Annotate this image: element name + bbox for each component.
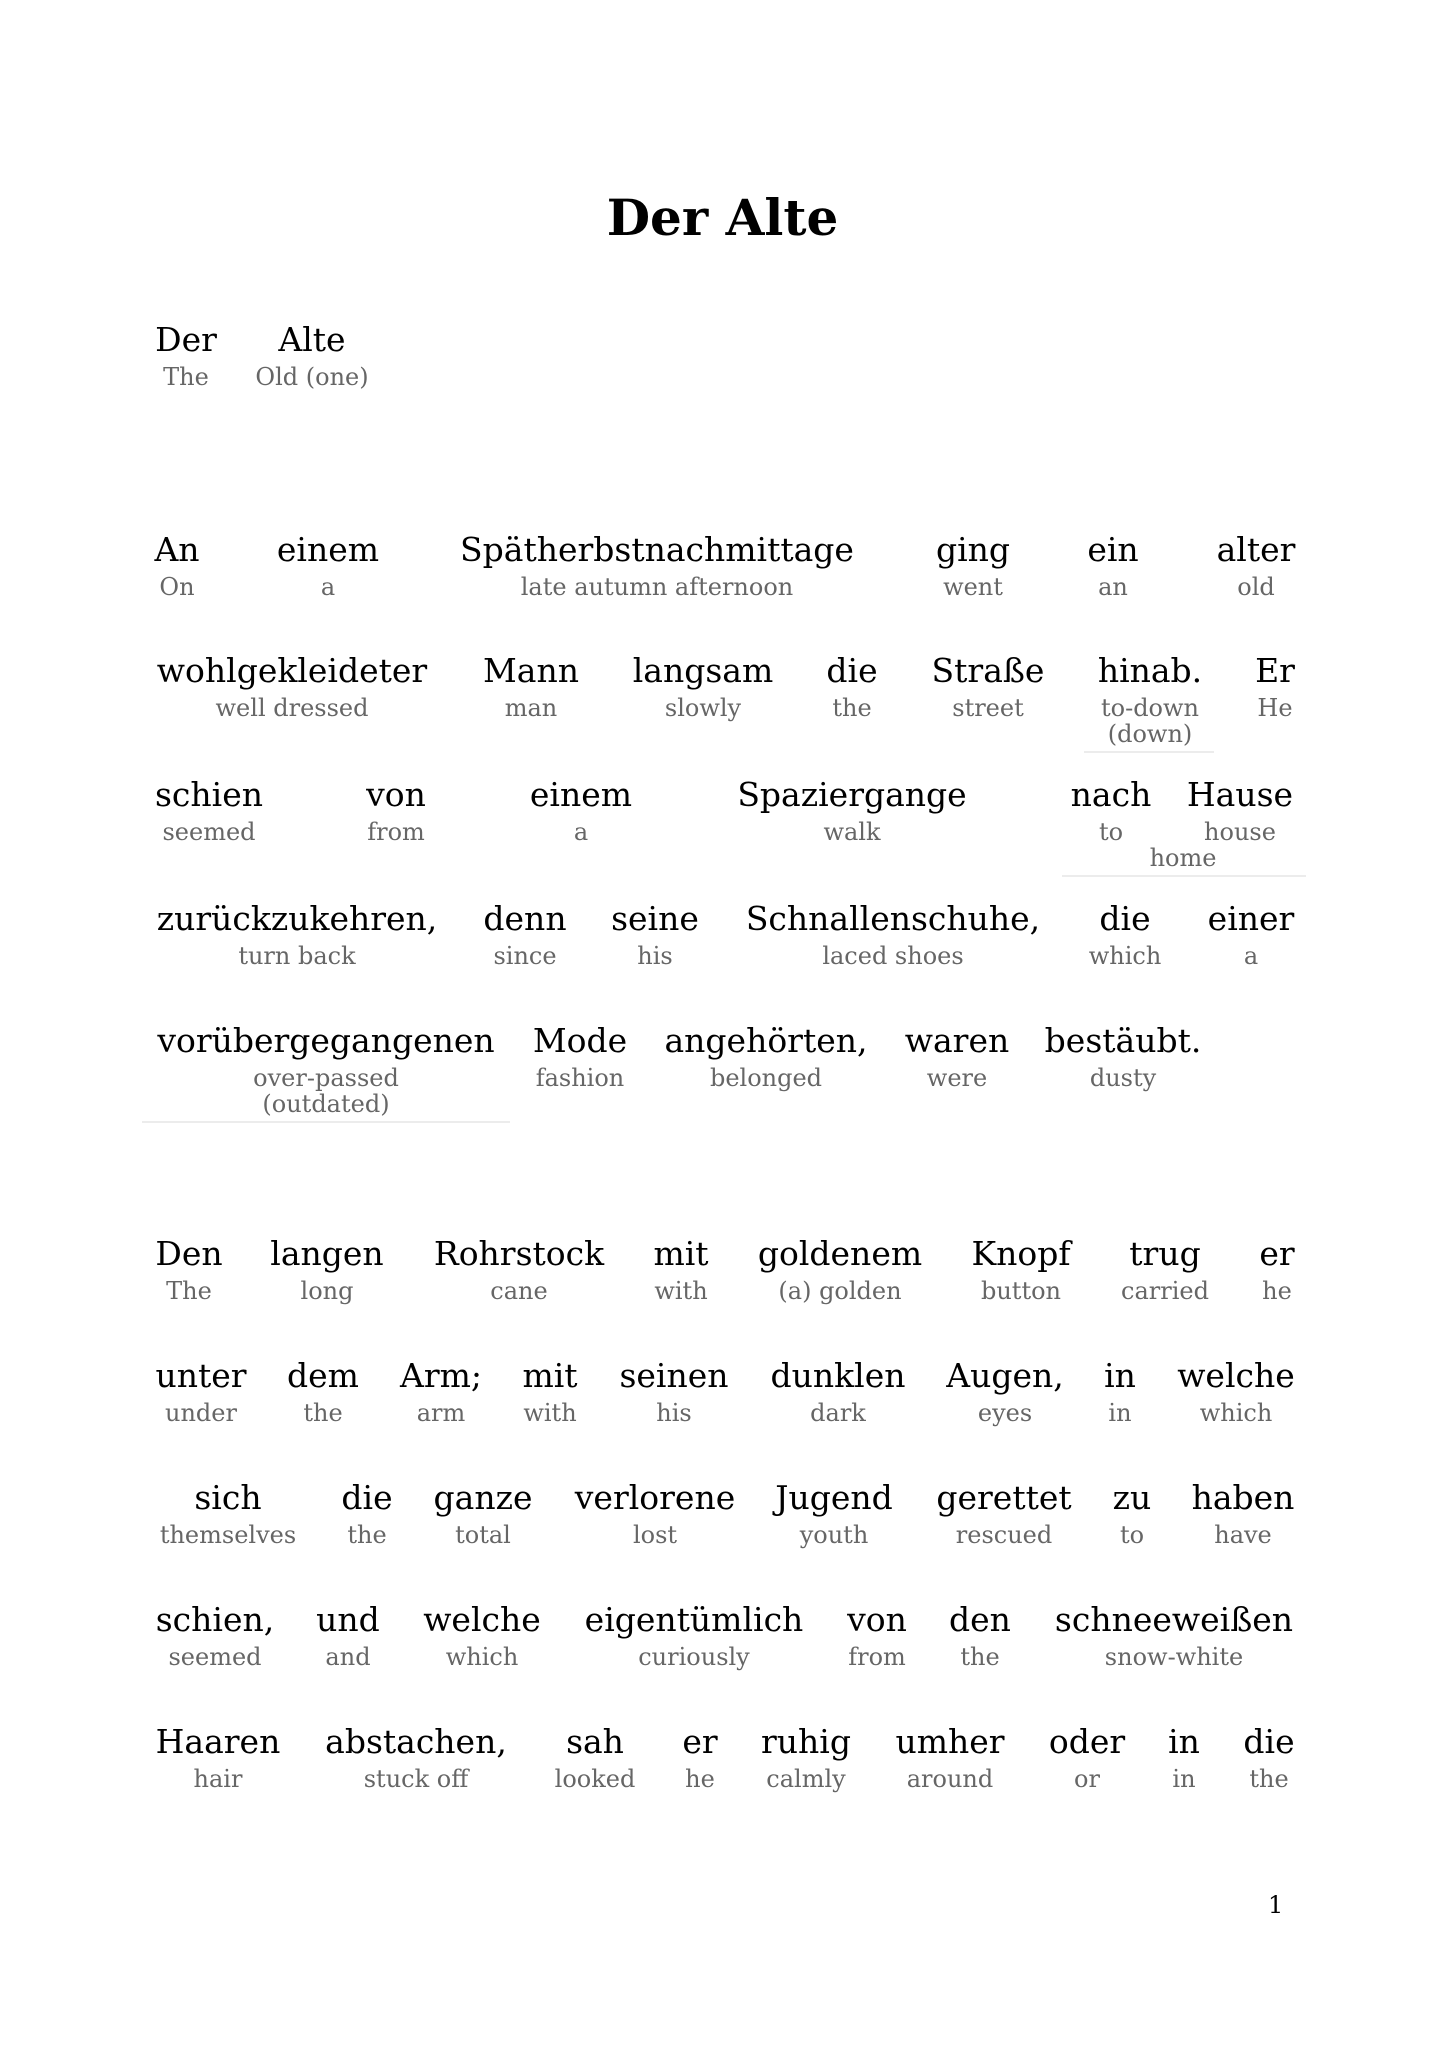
group-underline <box>1062 875 1306 877</box>
interlinear-line <box>0 775 1445 885</box>
english-gloss: late autumn afternoon <box>520 573 794 601</box>
german-word: Knopf <box>971 1234 1071 1273</box>
german-word: Den <box>155 1234 223 1273</box>
german-word: ging <box>935 530 1011 569</box>
german-word: Er <box>1255 651 1295 690</box>
english-gloss: which <box>1088 942 1162 970</box>
interlinear-line <box>0 320 1445 430</box>
interlinear-line <box>0 1722 1445 1832</box>
english-gloss: Old (one) <box>255 363 369 391</box>
english-gloss: street <box>952 694 1024 722</box>
german-word: waren <box>904 1021 1010 1060</box>
english-gloss: themselves <box>159 1521 297 1549</box>
german-word: zurückzukehren, <box>156 899 438 938</box>
german-word: dem <box>287 1356 359 1395</box>
interlinear-line <box>0 1600 1445 1710</box>
german-word: von <box>366 775 426 814</box>
english-gloss: a <box>320 573 336 601</box>
german-word: die <box>826 651 878 690</box>
english-gloss: seemed <box>168 1643 262 1671</box>
german-word: Haaren <box>155 1722 281 1761</box>
german-word: haben <box>1191 1478 1295 1517</box>
english-gloss: He <box>1257 694 1293 722</box>
word-pair <box>1006 530 1445 602</box>
german-word: schneeweißen <box>1054 1600 1294 1639</box>
german-word: Augen, <box>946 1356 1064 1395</box>
english-gloss: long <box>300 1277 354 1305</box>
english-gloss: fashion <box>535 1064 625 1092</box>
interlinear-line <box>0 1356 1445 1466</box>
german-word: sich <box>194 1478 262 1517</box>
german-word: er <box>682 1722 718 1761</box>
german-word: angehörten, <box>664 1021 868 1060</box>
german-word: in <box>1104 1356 1136 1395</box>
word-pair <box>1001 899 1445 971</box>
german-word: einem <box>276 530 380 569</box>
english-gloss: walk <box>823 818 881 846</box>
english-gloss: looked <box>554 1765 636 1793</box>
interlinear-line <box>0 1478 1445 1588</box>
english-gloss: his <box>656 1399 692 1427</box>
german-word: Spaziergange <box>737 775 967 814</box>
german-word: gerettet <box>936 1478 1072 1517</box>
english-gloss: his <box>637 942 673 970</box>
german-word: Rohrstock <box>433 1234 605 1273</box>
german-word: goldenem <box>757 1234 923 1273</box>
german-word: welche <box>1177 1356 1295 1395</box>
german-word: schien, <box>155 1600 275 1639</box>
english-gloss: dusty <box>1089 1064 1157 1092</box>
english-gloss: to <box>1119 1521 1145 1549</box>
german-word: hinab. <box>1097 651 1203 690</box>
english-gloss: The <box>166 1277 212 1305</box>
english-gloss: total <box>455 1521 511 1549</box>
german-word: alter <box>1216 530 1296 569</box>
german-word: Mode <box>532 1021 628 1060</box>
english-gloss: The <box>163 363 209 391</box>
group-gloss: (down) <box>1107 720 1193 748</box>
english-gloss: belonged <box>709 1064 823 1092</box>
english-gloss: with <box>654 1277 708 1305</box>
english-gloss: curiously <box>638 1643 750 1671</box>
english-gloss: (a) golden <box>778 1277 902 1305</box>
interlinear-line <box>0 530 1445 640</box>
german-word: trug <box>1129 1234 1201 1273</box>
english-gloss: arm <box>416 1399 466 1427</box>
german-word: vorübergegangenen <box>157 1021 495 1060</box>
english-gloss: a <box>1243 942 1259 970</box>
german-word: umher <box>895 1722 1005 1761</box>
english-gloss: to-down <box>1100 694 1199 722</box>
english-gloss: seemed <box>162 818 256 846</box>
english-gloss: a <box>573 818 589 846</box>
german-word: mit <box>522 1356 578 1395</box>
group-gloss: home <box>1149 844 1217 872</box>
german-word: Arm; <box>399 1356 483 1395</box>
german-word: ein <box>1087 530 1139 569</box>
english-gloss: since <box>493 942 557 970</box>
german-word: An <box>154 530 200 569</box>
english-gloss: have <box>1214 1521 1272 1549</box>
english-gloss: or <box>1074 1765 1100 1793</box>
word-pair <box>990 775 1445 847</box>
interlinear-line <box>0 651 1445 761</box>
german-word: die <box>1099 899 1151 938</box>
english-gloss: slowly <box>664 694 742 722</box>
english-gloss: the <box>347 1521 387 1549</box>
english-gloss: lost <box>632 1521 678 1549</box>
german-word: einem <box>529 775 633 814</box>
english-gloss: stuck off <box>363 1765 469 1793</box>
english-gloss: and <box>325 1643 371 1671</box>
english-gloss: in <box>1172 1765 1196 1793</box>
group-underline <box>142 1121 510 1123</box>
german-word: Schnallenschuhe, <box>745 899 1041 938</box>
english-gloss: old <box>1237 573 1275 601</box>
english-gloss: laced shoes <box>822 942 964 970</box>
english-gloss: dark <box>810 1399 866 1427</box>
word-pair <box>1025 651 1445 723</box>
german-word: die <box>1243 1722 1295 1761</box>
english-gloss: from <box>848 1643 906 1671</box>
german-word: Mann <box>483 651 579 690</box>
english-gloss: which <box>445 1643 519 1671</box>
english-gloss: over-passed <box>253 1064 399 1092</box>
interlinear-line <box>0 899 1445 1009</box>
english-gloss: an <box>1098 573 1128 601</box>
german-word: er <box>1259 1234 1295 1273</box>
german-word: seinen <box>619 1356 729 1395</box>
english-gloss: turn back <box>238 942 356 970</box>
english-gloss: hair <box>193 1765 243 1793</box>
english-gloss: he <box>1262 1277 1292 1305</box>
english-gloss: button <box>980 1277 1061 1305</box>
german-word: schien <box>154 775 263 814</box>
english-gloss: the <box>1249 1765 1289 1793</box>
english-gloss: calmly <box>766 1765 846 1793</box>
german-word: Jugend <box>775 1478 893 1517</box>
german-word: unter <box>155 1356 247 1395</box>
german-word: ruhig <box>761 1722 851 1761</box>
german-word: welche <box>423 1600 541 1639</box>
english-gloss: rescued <box>955 1521 1053 1549</box>
english-gloss: cane <box>490 1277 548 1305</box>
english-gloss: man <box>504 694 558 722</box>
document-title: Der Alte <box>606 188 839 247</box>
english-gloss: the <box>832 694 872 722</box>
english-gloss: he <box>685 1765 715 1793</box>
german-word: Hause <box>1186 775 1294 814</box>
german-word: denn <box>483 899 567 938</box>
german-word: und <box>316 1600 380 1639</box>
word-pair <box>986 1356 1445 1428</box>
german-word: seine <box>611 899 699 938</box>
english-gloss: around <box>906 1765 994 1793</box>
english-gloss: which <box>1199 1399 1273 1427</box>
german-word: bestäubt. <box>1044 1021 1202 1060</box>
german-word: ganze <box>433 1478 533 1517</box>
german-word: verlorene <box>574 1478 736 1517</box>
german-word: Spätherbstnachmittage <box>460 530 854 569</box>
word-pair <box>924 1600 1424 1672</box>
page-number: 1 <box>1268 1891 1284 1919</box>
english-gloss: snow-white <box>1104 1643 1244 1671</box>
english-gloss: with <box>523 1399 577 1427</box>
english-gloss: youth <box>799 1521 869 1549</box>
german-word: sah <box>566 1722 624 1761</box>
german-word: die <box>341 1478 393 1517</box>
german-word: mit <box>653 1234 709 1273</box>
german-word: zu <box>1112 1478 1152 1517</box>
english-gloss: the <box>960 1643 1000 1671</box>
german-word: eigentümlich <box>584 1600 804 1639</box>
german-word: den <box>949 1600 1011 1639</box>
english-gloss: to <box>1098 818 1124 846</box>
word-pair <box>1019 1722 1445 1794</box>
interlinear-line <box>0 1234 1445 1344</box>
english-gloss: under <box>165 1399 237 1427</box>
english-gloss: in <box>1108 1399 1132 1427</box>
english-gloss: On <box>159 573 195 601</box>
german-word: wohlgekleideter <box>156 651 428 690</box>
group-underline <box>1084 751 1214 753</box>
german-word: einer <box>1207 899 1295 938</box>
german-word: in <box>1168 1722 1200 1761</box>
group-gloss: (outdated) <box>262 1090 390 1118</box>
english-gloss: carried <box>1121 1277 1209 1305</box>
word-pair <box>62 320 562 392</box>
word-pair <box>993 1478 1445 1550</box>
english-gloss: eyes <box>977 1399 1033 1427</box>
german-word: Der <box>155 320 217 359</box>
german-word: langsam <box>632 651 774 690</box>
german-word: von <box>847 1600 907 1639</box>
german-word: langen <box>270 1234 384 1273</box>
german-word: dunklen <box>770 1356 906 1395</box>
german-word: Straße <box>931 651 1045 690</box>
english-gloss: were <box>926 1064 988 1092</box>
english-gloss: went <box>943 573 1003 601</box>
word-pair <box>873 1021 1373 1093</box>
english-gloss: house <box>1204 818 1276 846</box>
english-gloss: the <box>303 1399 343 1427</box>
word-pair <box>1027 1234 1445 1306</box>
interlinear-line <box>0 1021 1445 1131</box>
english-gloss: from <box>367 818 425 846</box>
german-word: Alte <box>278 320 346 359</box>
german-word: nach <box>1070 775 1152 814</box>
german-word: oder <box>1048 1722 1126 1761</box>
english-gloss: well dressed <box>215 694 369 722</box>
german-word: abstachen, <box>325 1722 507 1761</box>
